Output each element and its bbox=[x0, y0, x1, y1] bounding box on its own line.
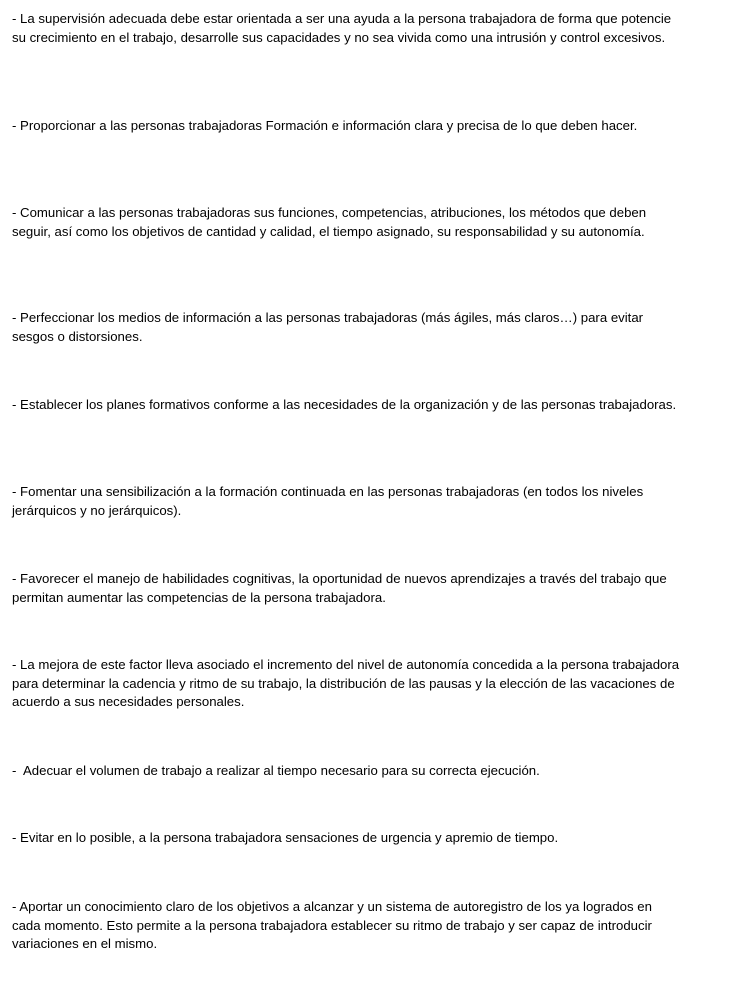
paragraph-comunicar-funciones: - Comunicar a las personas trabajadoras sus funciones, competencias, atribuciones, los métodos que deben seguir, así como los objetivos de cantidad y calidad, el tiempo asignado, su responsabilidad y su autonomía. bbox=[12, 205, 650, 239]
paragraph-autonomia: - La mejora de este factor lleva asociado el incremento del nivel de autonomía concedida a la persona trabajadora para determinar la cadencia y ritmo de su trabajo, la distribución de las pausas y la elección de las vacaciones de acuerdo a sus necesidades personales. bbox=[12, 657, 683, 710]
paragraph-medios-informacion: - Perfeccionar los medios de información a las personas trabajadoras (más ágiles, más claros…) para evitar sesgos o distorsiones. bbox=[12, 310, 647, 344]
paragraph-supervision: - La supervisión adecuada debe estar orientada a ser una ayuda a la persona trabajadora de forma que potencie su crecimiento en el trabajo, desarrolle sus capacidades y no sea vivida como una intrusión y control excesivos. bbox=[12, 11, 675, 45]
paragraph-planes-formativos: - Establecer los planes formativos conforme a las necesidades de la organización y de las personas trabajadoras. bbox=[12, 397, 677, 412]
paragraph-habilidades-cognitivas: - Favorecer el manejo de habilidades cognitivas, la oportunidad de nuevos aprendizajes a través del trabajo que permitan aumentar las competencias de la persona trabajadora. bbox=[12, 571, 671, 605]
paragraph-formacion-continuada: - Fomentar una sensibilización a la formación continuada en las personas trabajadoras (en todos los niveles jerárquicos y no jerárquicos). bbox=[12, 484, 647, 518]
paragraph-objetivos-autoregistro: - Aportar un conocimiento claro de los objetivos a alcanzar y un sistema de autoregistro de los ya logrados en cada momento. Esto permite a la persona trabajadora establecer su ritmo de trabajo y ser capaz de introducir variaciones en el mismo. bbox=[12, 899, 656, 952]
paragraph-formacion: - Proporcionar a las personas trabajadoras Formación e información clara y precisa de lo que deben hacer. bbox=[12, 118, 638, 133]
paragraph-urgencia: - Evitar en lo posible, a la persona trabajadora sensaciones de urgencia y apremio de tiempo. bbox=[12, 830, 559, 845]
paragraph-volumen-trabajo: - Adecuar el volumen de trabajo a realizar al tiempo necesario para su correcta ejecución. bbox=[12, 763, 540, 778]
